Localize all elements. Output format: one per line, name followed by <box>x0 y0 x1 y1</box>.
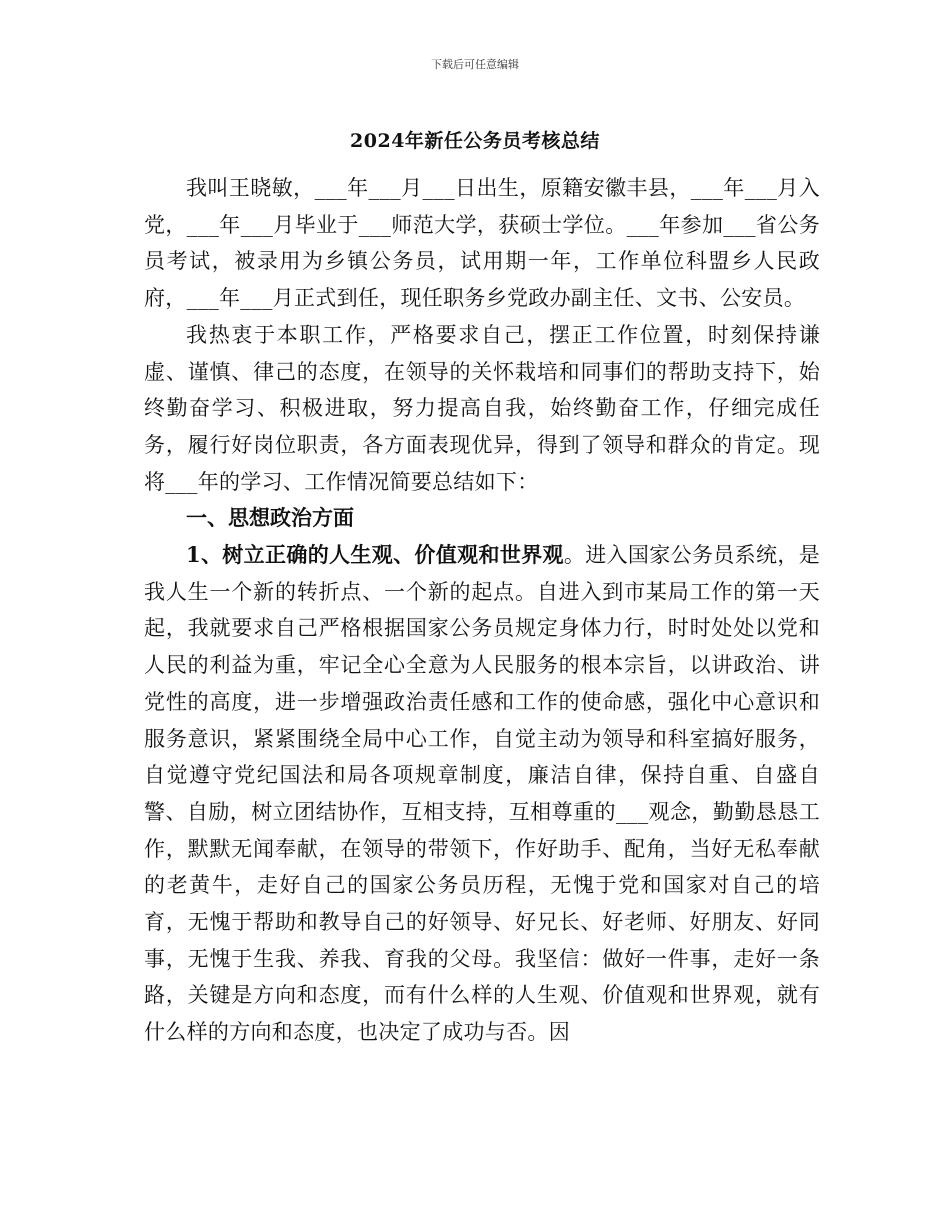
paragraph-personal-info: 我叫王晓敏，___年___月___日出生，原籍安徽丰县，___年___月入党，___年___月毕业于___师范大学，获硕士学位。___年参加___省公务员考试，被录用为乡镇公务员，试用期一年，工作单位科盟乡人民政府，___年___月正式到任，现任职务乡党政办副主任、文书、公安员。 <box>144 176 820 311</box>
paragraph-body-text: 。进入国家公务员系统，是我人生一个新的转折点、一个新的起点。自进入到市某局工作的第一天起，我就要求自己严格根据国家公务员规定身体力行，时时处处以党和人民的利益为重，牢记全心全意为人民服务的根本宗旨，以讲政治、讲党性的高度，进一步增强政治责任感和工作的使命感，强化中心意识和服务意识，紧紧围绕全局中心工作，自觉主动为领导和科室搞好服务，自觉遵守党纪国法和局各项规章制度，廉洁自律，保持自重、自盛自警、自励，树立团结协作，互相支持，互相尊重的___观念，勤勤恳恳工作，默默无闻奉献，在领导的带领下，作好助手、配角，当好无私奉献的老黄牛，走好自己的国家公务员历程，无愧于党和国家对自己的培育，无愧于帮助和教导自己的好领导、好兄长、好老师、好朋友、好同事，无愧于生我、养我、育我的父母。我坚信：做好一件事，走好一条路，关键是方向和态度，而有什么样的人生观、价值观和世界观，就有什么样的方向和态度，也决定了成功与否。因 <box>144 543 820 1045</box>
paragraph-worldview <box>144 537 820 1051</box>
page-header-note: 下载后可任意编辑 <box>431 58 519 71</box>
document-title: 2024年新任公务员考核总结 <box>350 130 600 152</box>
section-heading-ideology-politics: 一、思想政治方面 <box>186 505 354 531</box>
document-body <box>144 170 820 1051</box>
paragraph-introduction: 我热衷于本职工作，严格要求自己，摆正工作位置，时刻保持谦虚、谨慎、律己的态度，在领导的关怀栽培和同事们的帮助支持下，始终勤奋学习、积极进取，努力提高自我，始终勤奋工作，仔细完成任务，履行好岗位职责，各方面表现优异，得到了领导和群众的肯定。现将___年的学习、工作情况简要总结如下： <box>144 322 820 494</box>
paragraph-lead-text: 1、树立正确的人生观、价值观和世界观 <box>186 542 564 568</box>
